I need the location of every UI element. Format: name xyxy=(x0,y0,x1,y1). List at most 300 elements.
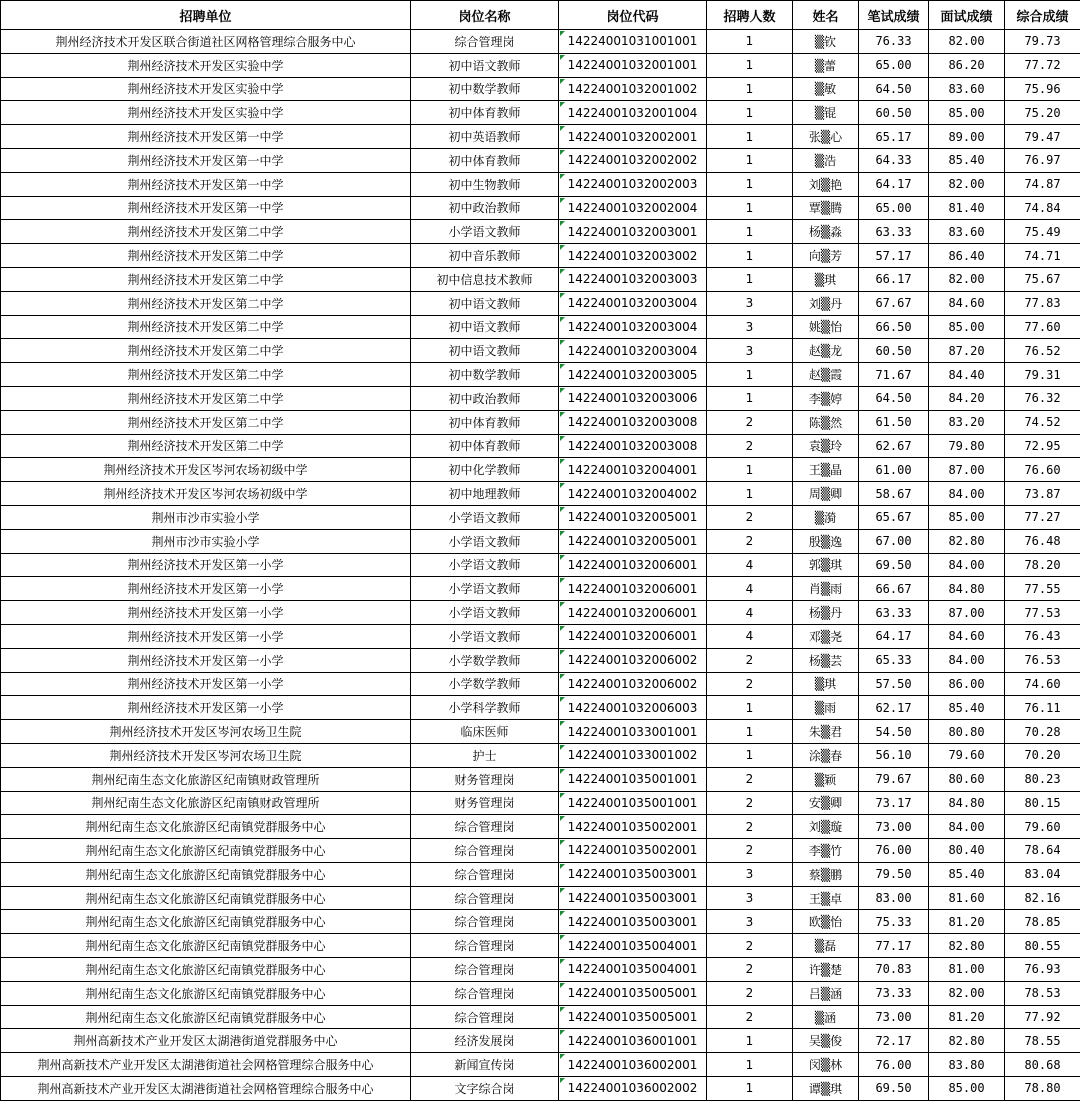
header-position-name: 岗位名称 xyxy=(411,1,559,30)
unit-cell: 荆州经济技术开发区第一小学 xyxy=(1,601,411,625)
written-score-cell: 69.50 xyxy=(859,1077,929,1101)
interview-score-cell: 81.60 xyxy=(929,886,1005,910)
interview-score-cell: 84.80 xyxy=(929,791,1005,815)
hire-count-cell: 2 xyxy=(707,815,793,839)
hire-count-cell: 2 xyxy=(707,434,793,458)
position-name-cell: 初中数学教师 xyxy=(411,363,559,387)
hire-count-cell: 1 xyxy=(707,220,793,244)
written-score-cell: 64.33 xyxy=(859,148,929,172)
name-cell: 蔡▒鹏 xyxy=(793,862,859,886)
unit-cell: 荆州经济技术开发区第一中学 xyxy=(1,148,411,172)
unit-cell: 荆州纪南生态文化旅游区纪南镇党群服务中心 xyxy=(1,1005,411,1029)
position-code-cell: 14224001035002001 xyxy=(559,815,707,839)
interview-score-cell: 82.00 xyxy=(929,267,1005,291)
position-code-cell: 14224001032002002 xyxy=(559,148,707,172)
total-score-cell: 76.60 xyxy=(1005,458,1080,482)
table-row xyxy=(1,672,1080,696)
position-code-cell: 14224001032003008 xyxy=(559,410,707,434)
table-body xyxy=(1,30,1080,1101)
table-row xyxy=(1,577,1080,601)
total-score-cell: 79.73 xyxy=(1005,30,1080,54)
interview-score-cell: 84.60 xyxy=(929,291,1005,315)
table-row xyxy=(1,291,1080,315)
position-name-cell: 护士 xyxy=(411,743,559,767)
total-score-cell: 78.53 xyxy=(1005,981,1080,1005)
hire-count-cell: 2 xyxy=(707,529,793,553)
hire-count-cell: 2 xyxy=(707,672,793,696)
position-code-cell: 14224001032002004 xyxy=(559,196,707,220)
table-row xyxy=(1,363,1080,387)
position-code-cell: 14224001032005001 xyxy=(559,529,707,553)
position-name-cell: 综合管理岗 xyxy=(411,958,559,982)
position-code-cell: 14224001032003005 xyxy=(559,363,707,387)
interview-score-cell: 84.40 xyxy=(929,363,1005,387)
written-score-cell: 65.17 xyxy=(859,125,929,149)
table-row xyxy=(1,529,1080,553)
hire-count-cell: 4 xyxy=(707,553,793,577)
position-name-cell: 初中政治教师 xyxy=(411,386,559,410)
hire-count-cell: 1 xyxy=(707,363,793,387)
written-score-cell: 66.67 xyxy=(859,577,929,601)
position-code-cell: 14224001033001002 xyxy=(559,743,707,767)
written-score-cell: 58.67 xyxy=(859,482,929,506)
hire-count-cell: 1 xyxy=(707,1053,793,1077)
written-score-cell: 64.17 xyxy=(859,172,929,196)
hire-count-cell: 1 xyxy=(707,1029,793,1053)
written-score-cell: 75.33 xyxy=(859,910,929,934)
total-score-cell: 70.20 xyxy=(1005,743,1080,767)
name-cell: ▒磊 xyxy=(793,934,859,958)
position-code-cell: 14224001032006001 xyxy=(559,577,707,601)
position-code-cell: 14224001035005001 xyxy=(559,981,707,1005)
unit-cell: 荆州经济技术开发区第二中学 xyxy=(1,363,411,387)
position-code-cell: 14224001032003001 xyxy=(559,220,707,244)
total-score-cell: 76.93 xyxy=(1005,958,1080,982)
unit-cell: 荆州经济技术开发区第一小学 xyxy=(1,624,411,648)
written-score-cell: 73.33 xyxy=(859,981,929,1005)
unit-cell: 荆州经济技术开发区实验中学 xyxy=(1,53,411,77)
interview-score-cell: 81.20 xyxy=(929,910,1005,934)
hire-count-cell: 3 xyxy=(707,862,793,886)
total-score-cell: 77.72 xyxy=(1005,53,1080,77)
written-score-cell: 76.33 xyxy=(859,30,929,54)
table-row xyxy=(1,148,1080,172)
position-code-cell: 14224001032003004 xyxy=(559,291,707,315)
name-cell: ▒涵 xyxy=(793,1005,859,1029)
position-name-cell: 综合管理岗 xyxy=(411,862,559,886)
position-name-cell: 小学语文教师 xyxy=(411,529,559,553)
written-score-cell: 64.50 xyxy=(859,386,929,410)
written-score-cell: 76.00 xyxy=(859,1053,929,1077)
unit-cell: 荆州经济技术开发区第二中学 xyxy=(1,339,411,363)
name-cell: ▒琪 xyxy=(793,267,859,291)
position-name-cell: 初中生物教师 xyxy=(411,172,559,196)
written-score-cell: 79.50 xyxy=(859,862,929,886)
interview-score-cell: 83.60 xyxy=(929,220,1005,244)
table-row xyxy=(1,244,1080,268)
interview-score-cell: 84.80 xyxy=(929,577,1005,601)
position-name-cell: 初中英语教师 xyxy=(411,125,559,149)
table-row xyxy=(1,101,1080,125)
interview-score-cell: 84.00 xyxy=(929,815,1005,839)
position-code-cell: 14224001032006001 xyxy=(559,601,707,625)
name-cell: 殷▒逸 xyxy=(793,529,859,553)
position-name-cell: 综合管理岗 xyxy=(411,30,559,54)
table-row xyxy=(1,410,1080,434)
name-cell: 邓▒尧 xyxy=(793,624,859,648)
total-score-cell: 79.60 xyxy=(1005,815,1080,839)
total-score-cell: 76.53 xyxy=(1005,648,1080,672)
header-hire-count: 招聘人数 xyxy=(707,1,793,30)
name-cell: ▒浩 xyxy=(793,148,859,172)
unit-cell: 荆州纪南生态文化旅游区纪南镇党群服务中心 xyxy=(1,934,411,958)
interview-score-cell: 81.00 xyxy=(929,958,1005,982)
position-code-cell: 14224001032005001 xyxy=(559,505,707,529)
unit-cell: 荆州经济技术开发区第一小学 xyxy=(1,696,411,720)
table-row xyxy=(1,910,1080,934)
table-row xyxy=(1,315,1080,339)
interview-score-cell: 82.80 xyxy=(929,934,1005,958)
name-cell: 王▒晶 xyxy=(793,458,859,482)
position-code-cell: 14224001035003001 xyxy=(559,862,707,886)
table-row xyxy=(1,958,1080,982)
written-score-cell: 64.50 xyxy=(859,77,929,101)
table-row xyxy=(1,434,1080,458)
written-score-cell: 65.33 xyxy=(859,648,929,672)
unit-cell: 荆州纪南生态文化旅游区纪南镇党群服务中心 xyxy=(1,910,411,934)
position-name-cell: 财务管理岗 xyxy=(411,791,559,815)
interview-score-cell: 84.20 xyxy=(929,386,1005,410)
interview-score-cell: 85.00 xyxy=(929,1077,1005,1101)
hire-count-cell: 1 xyxy=(707,244,793,268)
hire-count-cell: 3 xyxy=(707,339,793,363)
position-code-cell: 14224001032006001 xyxy=(559,624,707,648)
name-cell: 刘▒璇 xyxy=(793,815,859,839)
unit-cell: 荆州纪南生态文化旅游区纪南镇财政管理所 xyxy=(1,791,411,815)
total-score-cell: 80.15 xyxy=(1005,791,1080,815)
header-interview-score: 面试成绩 xyxy=(929,1,1005,30)
name-cell: 欧▒怡 xyxy=(793,910,859,934)
name-cell: ▒敏 xyxy=(793,77,859,101)
position-name-cell: 小学语文教师 xyxy=(411,220,559,244)
unit-cell: 荆州纪南生态文化旅游区纪南镇党群服务中心 xyxy=(1,886,411,910)
position-name-cell: 综合管理岗 xyxy=(411,886,559,910)
written-score-cell: 62.17 xyxy=(859,696,929,720)
total-score-cell: 70.28 xyxy=(1005,720,1080,744)
written-score-cell: 60.50 xyxy=(859,101,929,125)
name-cell: ▒雨 xyxy=(793,696,859,720)
unit-cell: 荆州纪南生态文化旅游区纪南镇党群服务中心 xyxy=(1,981,411,1005)
unit-cell: 荆州经济技术开发区第一中学 xyxy=(1,172,411,196)
interview-score-cell: 79.80 xyxy=(929,434,1005,458)
hire-count-cell: 1 xyxy=(707,720,793,744)
position-name-cell: 综合管理岗 xyxy=(411,1005,559,1029)
position-name-cell: 小学数学教师 xyxy=(411,672,559,696)
table-row xyxy=(1,339,1080,363)
table-row xyxy=(1,839,1080,863)
header-unit: 招聘单位 xyxy=(1,1,411,30)
position-code-cell: 14224001032002001 xyxy=(559,125,707,149)
hire-count-cell: 1 xyxy=(707,696,793,720)
name-cell: ▒琪 xyxy=(793,672,859,696)
hire-count-cell: 2 xyxy=(707,648,793,672)
unit-cell: 荆州市沙市实验小学 xyxy=(1,505,411,529)
unit-cell: 荆州经济技术开发区第一小学 xyxy=(1,553,411,577)
hire-count-cell: 1 xyxy=(707,148,793,172)
written-score-cell: 57.17 xyxy=(859,244,929,268)
interview-score-cell: 86.40 xyxy=(929,244,1005,268)
hire-count-cell: 2 xyxy=(707,958,793,982)
position-code-cell: 14224001036002001 xyxy=(559,1053,707,1077)
name-cell: 姚▒怡 xyxy=(793,315,859,339)
written-score-cell: 60.50 xyxy=(859,339,929,363)
position-name-cell: 小学语文教师 xyxy=(411,553,559,577)
written-score-cell: 65.67 xyxy=(859,505,929,529)
total-score-cell: 74.52 xyxy=(1005,410,1080,434)
name-cell: 谭▒琪 xyxy=(793,1077,859,1101)
total-score-cell: 75.49 xyxy=(1005,220,1080,244)
total-score-cell: 76.43 xyxy=(1005,624,1080,648)
position-name-cell: 初中数学教师 xyxy=(411,77,559,101)
interview-score-cell: 84.00 xyxy=(929,648,1005,672)
interview-score-cell: 85.00 xyxy=(929,101,1005,125)
position-code-cell: 14224001035004001 xyxy=(559,958,707,982)
position-name-cell: 初中化学教师 xyxy=(411,458,559,482)
hire-count-cell: 1 xyxy=(707,1077,793,1101)
table-row xyxy=(1,696,1080,720)
position-code-cell: 14224001035005001 xyxy=(559,1005,707,1029)
unit-cell: 荆州市沙市实验小学 xyxy=(1,529,411,553)
name-cell: 郭▒琪 xyxy=(793,553,859,577)
position-code-cell: 14224001032006003 xyxy=(559,696,707,720)
table-row xyxy=(1,1029,1080,1053)
total-score-cell: 74.84 xyxy=(1005,196,1080,220)
total-score-cell: 80.55 xyxy=(1005,934,1080,958)
interview-score-cell: 83.80 xyxy=(929,1053,1005,1077)
position-name-cell: 综合管理岗 xyxy=(411,910,559,934)
header-total-score: 综合成绩 xyxy=(1005,1,1080,30)
total-score-cell: 77.60 xyxy=(1005,315,1080,339)
total-score-cell: 83.04 xyxy=(1005,862,1080,886)
position-code-cell: 14224001032003004 xyxy=(559,315,707,339)
total-score-cell: 77.53 xyxy=(1005,601,1080,625)
hire-count-cell: 1 xyxy=(707,386,793,410)
total-score-cell: 73.87 xyxy=(1005,482,1080,506)
position-code-cell: 14224001035003001 xyxy=(559,910,707,934)
table-row xyxy=(1,862,1080,886)
hire-count-cell: 2 xyxy=(707,934,793,958)
position-name-cell: 初中语文教师 xyxy=(411,291,559,315)
table-row xyxy=(1,30,1080,54)
table-row xyxy=(1,125,1080,149)
interview-score-cell: 87.00 xyxy=(929,458,1005,482)
total-score-cell: 76.32 xyxy=(1005,386,1080,410)
name-cell: ▒颖 xyxy=(793,767,859,791)
interview-score-cell: 82.00 xyxy=(929,172,1005,196)
table-row xyxy=(1,196,1080,220)
hire-count-cell: 2 xyxy=(707,767,793,791)
interview-score-cell: 79.60 xyxy=(929,743,1005,767)
unit-cell: 荆州纪南生态文化旅游区纪南镇财政管理所 xyxy=(1,767,411,791)
name-cell: 赵▒龙 xyxy=(793,339,859,363)
interview-score-cell: 85.40 xyxy=(929,696,1005,720)
table-row xyxy=(1,767,1080,791)
position-name-cell: 初中体育教师 xyxy=(411,101,559,125)
hire-count-cell: 2 xyxy=(707,791,793,815)
hire-count-cell: 2 xyxy=(707,981,793,1005)
unit-cell: 荆州经济技术开发区第二中学 xyxy=(1,410,411,434)
name-cell: 杨▒芸 xyxy=(793,648,859,672)
position-name-cell: 临床医师 xyxy=(411,720,559,744)
position-name-cell: 初中地理教师 xyxy=(411,482,559,506)
written-score-cell: 61.50 xyxy=(859,410,929,434)
total-score-cell: 76.48 xyxy=(1005,529,1080,553)
interview-score-cell: 82.00 xyxy=(929,30,1005,54)
hire-count-cell: 2 xyxy=(707,505,793,529)
written-score-cell: 64.17 xyxy=(859,624,929,648)
unit-cell: 荆州经济技术开发区联合街道社区网格管理综合服务中心 xyxy=(1,30,411,54)
name-cell: 刘▒丹 xyxy=(793,291,859,315)
unit-cell: 荆州高新技术产业开发区太湖港街道社会网格管理综合服务中心 xyxy=(1,1053,411,1077)
position-code-cell: 14224001032003004 xyxy=(559,339,707,363)
position-code-cell: 14224001032006002 xyxy=(559,648,707,672)
position-code-cell: 14224001035002001 xyxy=(559,839,707,863)
table-row xyxy=(1,601,1080,625)
total-score-cell: 78.55 xyxy=(1005,1029,1080,1053)
position-code-cell: 14224001032003006 xyxy=(559,386,707,410)
position-name-cell: 经济发展岗 xyxy=(411,1029,559,1053)
written-score-cell: 77.17 xyxy=(859,934,929,958)
total-score-cell: 77.55 xyxy=(1005,577,1080,601)
position-name-cell: 综合管理岗 xyxy=(411,815,559,839)
position-name-cell: 综合管理岗 xyxy=(411,839,559,863)
position-code-cell: 14224001035003001 xyxy=(559,886,707,910)
hire-count-cell: 3 xyxy=(707,886,793,910)
position-name-cell: 初中政治教师 xyxy=(411,196,559,220)
written-score-cell: 67.00 xyxy=(859,529,929,553)
written-score-cell: 72.17 xyxy=(859,1029,929,1053)
name-cell: ▒蕾 xyxy=(793,53,859,77)
position-name-cell: 初中语文教师 xyxy=(411,315,559,339)
total-score-cell: 78.80 xyxy=(1005,1077,1080,1101)
position-code-cell: 14224001032001002 xyxy=(559,77,707,101)
table-row xyxy=(1,77,1080,101)
written-score-cell: 79.67 xyxy=(859,767,929,791)
position-code-cell: 14224001032003008 xyxy=(559,434,707,458)
table-row xyxy=(1,1053,1080,1077)
unit-cell: 荆州高新技术产业开发区太湖港街道社会网格管理综合服务中心 xyxy=(1,1077,411,1101)
hire-count-cell: 1 xyxy=(707,172,793,196)
total-score-cell: 78.64 xyxy=(1005,839,1080,863)
unit-cell: 荆州经济技术开发区第一中学 xyxy=(1,125,411,149)
table-row xyxy=(1,267,1080,291)
unit-cell: 荆州经济技术开发区岑河农场卫生院 xyxy=(1,743,411,767)
total-score-cell: 80.23 xyxy=(1005,767,1080,791)
position-name-cell: 初中信息技术教师 xyxy=(411,267,559,291)
position-code-cell: 14224001032006002 xyxy=(559,672,707,696)
hire-count-cell: 3 xyxy=(707,291,793,315)
table-row xyxy=(1,553,1080,577)
hire-count-cell: 4 xyxy=(707,577,793,601)
position-code-cell: 14224001035004001 xyxy=(559,934,707,958)
written-score-cell: 63.33 xyxy=(859,220,929,244)
name-cell: 杨▒淼 xyxy=(793,220,859,244)
written-score-cell: 73.00 xyxy=(859,815,929,839)
table-row xyxy=(1,886,1080,910)
name-cell: 涂▒春 xyxy=(793,743,859,767)
unit-cell: 荆州经济技术开发区第二中学 xyxy=(1,315,411,339)
total-score-cell: 78.85 xyxy=(1005,910,1080,934)
interview-score-cell: 80.80 xyxy=(929,720,1005,744)
position-code-cell: 14224001032002003 xyxy=(559,172,707,196)
unit-cell: 荆州纪南生态文化旅游区纪南镇党群服务中心 xyxy=(1,839,411,863)
table-row xyxy=(1,172,1080,196)
hire-count-cell: 3 xyxy=(707,315,793,339)
hire-count-cell: 1 xyxy=(707,743,793,767)
name-cell: 覃▒腾 xyxy=(793,196,859,220)
position-name-cell: 文字综合岗 xyxy=(411,1077,559,1101)
table-row xyxy=(1,815,1080,839)
position-name-cell: 初中语文教师 xyxy=(411,53,559,77)
unit-cell: 荆州经济技术开发区第一小学 xyxy=(1,672,411,696)
written-score-cell: 66.50 xyxy=(859,315,929,339)
table-row xyxy=(1,720,1080,744)
unit-cell: 荆州经济技术开发区第一中学 xyxy=(1,196,411,220)
position-code-cell: 14224001032003003 xyxy=(559,267,707,291)
total-score-cell: 77.27 xyxy=(1005,505,1080,529)
written-score-cell: 56.10 xyxy=(859,743,929,767)
position-name-cell: 初中音乐教师 xyxy=(411,244,559,268)
interview-score-cell: 83.20 xyxy=(929,410,1005,434)
unit-cell: 荆州经济技术开发区实验中学 xyxy=(1,101,411,125)
unit-cell: 荆州经济技术开发区第二中学 xyxy=(1,434,411,458)
total-score-cell: 76.11 xyxy=(1005,696,1080,720)
written-score-cell: 63.33 xyxy=(859,601,929,625)
table-row xyxy=(1,743,1080,767)
total-score-cell: 77.83 xyxy=(1005,291,1080,315)
interview-score-cell: 84.00 xyxy=(929,482,1005,506)
total-score-cell: 82.16 xyxy=(1005,886,1080,910)
position-code-cell: 14224001032003002 xyxy=(559,244,707,268)
total-score-cell: 76.97 xyxy=(1005,148,1080,172)
total-score-cell: 78.20 xyxy=(1005,553,1080,577)
unit-cell: 荆州经济技术开发区岑河农场初级中学 xyxy=(1,482,411,506)
table-row xyxy=(1,791,1080,815)
hire-count-cell: 4 xyxy=(707,624,793,648)
position-name-cell: 综合管理岗 xyxy=(411,981,559,1005)
table-row xyxy=(1,624,1080,648)
name-cell: 安▒卿 xyxy=(793,791,859,815)
interview-score-cell: 87.00 xyxy=(929,601,1005,625)
name-cell: ▒锟 xyxy=(793,101,859,125)
interview-score-cell: 82.80 xyxy=(929,529,1005,553)
position-name-cell: 财务管理岗 xyxy=(411,767,559,791)
position-code-cell: 14224001032001001 xyxy=(559,53,707,77)
name-cell: 吕▒涵 xyxy=(793,981,859,1005)
name-cell: 肖▒雨 xyxy=(793,577,859,601)
hire-count-cell: 2 xyxy=(707,1005,793,1029)
written-score-cell: 73.00 xyxy=(859,1005,929,1029)
written-score-cell: 73.17 xyxy=(859,791,929,815)
position-name-cell: 初中体育教师 xyxy=(411,410,559,434)
table-row xyxy=(1,1005,1080,1029)
name-cell: 闵▒林 xyxy=(793,1053,859,1077)
interview-score-cell: 84.00 xyxy=(929,553,1005,577)
position-name-cell: 初中语文教师 xyxy=(411,339,559,363)
written-score-cell: 83.00 xyxy=(859,886,929,910)
written-score-cell: 66.17 xyxy=(859,267,929,291)
table-row xyxy=(1,220,1080,244)
